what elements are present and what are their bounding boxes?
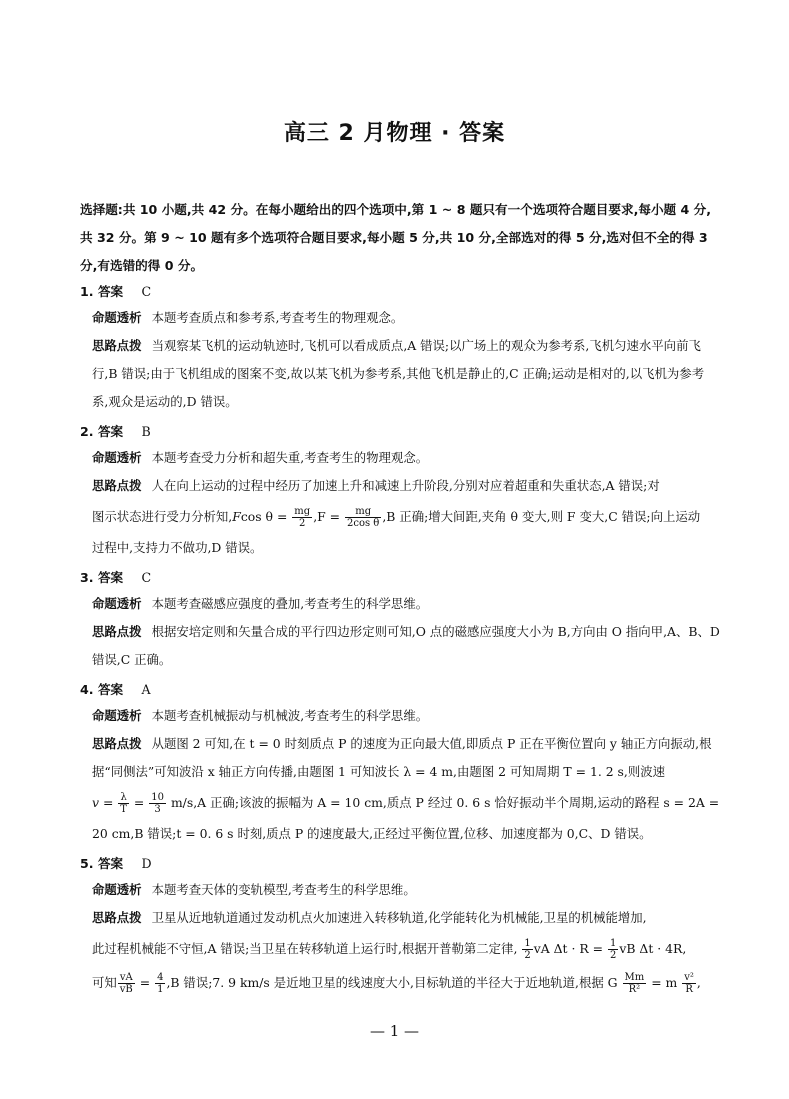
question-2-hint xyxy=(80,472,720,500)
hint-text: 根据安培定则和矢量合成的平行四边形定则可知,O 点的磁感应强度大小为 B,方向由 O 指向甲,A、B、D 错误,C 正确。 xyxy=(92,624,720,667)
answer-label: 答案 xyxy=(97,856,124,871)
answer-label: 答案 xyxy=(97,570,124,585)
fraction xyxy=(292,506,312,529)
math-text: ,F = xyxy=(313,509,341,524)
question-4-analysis xyxy=(80,702,720,730)
math-var: v = xyxy=(92,795,114,810)
hint-text: 过程中,支持力不做功,D 错误。 xyxy=(92,540,263,555)
answers-content xyxy=(80,276,720,1000)
question-4-hint-end xyxy=(80,820,720,848)
question-5-analysis xyxy=(80,876,720,904)
hint-text: 当观察某飞机的运动轨迹时,飞机可以看成质点,A 错误;以广场上的观众为参考系,飞机匀速水平向前飞行,B 错误;由于飞机组成的图案不变,故以某飞机为参考系,其他飞机是静止的,C 正确;运动是相对的,以飞机为参考系,观众是运动的,D 错误。 xyxy=(92,338,705,409)
analysis-text: 本题考查机械振动与机械波,考查考生的科学思维。 xyxy=(151,708,429,723)
answer-value: D xyxy=(141,856,152,871)
question-2-hint-equation xyxy=(80,500,720,534)
hint-text: 20 cm,B 错误;t = 0. 6 s 时刻,质点 P 的速度最大,正经过平衡位置,位移、加速度都为 0,C、D 错误。 xyxy=(92,826,652,841)
answer-label: 答案 xyxy=(97,424,124,439)
page-title: 高三 2 月物理 · 答案 xyxy=(283,121,506,146)
fraction xyxy=(608,938,618,961)
analysis-text: 本题考查质点和参考系,考查考生的物理观念。 xyxy=(151,310,404,325)
denominator: 1 xyxy=(157,984,164,995)
math-text: vB Δt · 4R, xyxy=(619,941,687,956)
math-text: cos θ = xyxy=(240,509,288,524)
question-number: 5. xyxy=(80,856,94,871)
hint-text: 人在向上运动的过程中经历了加速上升和减速上升阶段,分别对应着超重和失重状态,A 错误;对 xyxy=(151,478,660,493)
hint-text: m/s,A 正确;该波的振幅为 A = 10 cm,质点 P 经过 0. 6 s 恰好振动半个周期,运动的路程 s = 2A = xyxy=(170,795,720,810)
question-3-header xyxy=(80,566,720,590)
math-text: = xyxy=(133,795,145,810)
fraction xyxy=(623,972,647,995)
analysis-label: 命题透析 xyxy=(92,450,142,465)
hint-text: 图示状态进行受力分析知, xyxy=(92,509,233,524)
numerator: mg xyxy=(345,506,381,518)
fraction xyxy=(345,506,381,529)
question-1-analysis xyxy=(80,304,720,332)
numerator: mg xyxy=(294,506,311,517)
section-intro: 选择题:共 10 小题,共 42 分。在每小题给出的四个选项中,第 1 ~ 8 题只有一个选项符合题目要求,每小题 4 分,共 32 分。第 9 ~ 10 题有多个选项符合题目要求,每小题 5 分,共 10 分,全部选对的得 5 分,选对但不全的得 3 分,有选错的得 0 分。 xyxy=(80,202,712,273)
math-text: vA Δt · R = xyxy=(533,941,603,956)
fraction xyxy=(149,792,166,815)
hint-text: ,B 错误;7. 9 km/s 是近地卫星的线速度大小,目标轨道的半径大于近地轨道,根据 G xyxy=(166,975,618,990)
numerator: v² xyxy=(684,972,694,983)
question-5-hint-kepler xyxy=(80,932,720,966)
answer-label: 答案 xyxy=(97,682,124,697)
math-var: F xyxy=(232,509,241,524)
page-number: — 1 — xyxy=(369,1022,420,1040)
numerator: 1 xyxy=(524,938,531,949)
hint-label: 思路点拨 xyxy=(92,338,142,353)
denominator: 2 xyxy=(524,950,531,961)
question-3-analysis xyxy=(80,590,720,618)
denominator: 2 xyxy=(299,518,306,529)
analysis-label: 命题透析 xyxy=(92,596,142,611)
math-text: = xyxy=(139,975,151,990)
hint-label: 思路点拨 xyxy=(92,478,142,493)
hint-text: 从题图 2 可知,在 t = 0 时刻质点 P 的速度为正向最大值,即质点 P 正在平衡位置向 y 轴正方向振动,根据“同侧法”可知波沿 x 轴正方向传播,由题图 1 可知波长 λ = 4 m,由题图 2 可知周期 T = 1. 2 s,则波速 xyxy=(92,736,712,779)
math-text: , xyxy=(696,975,701,990)
question-1-header xyxy=(80,280,720,304)
fraction xyxy=(522,938,532,961)
question-number: 4. xyxy=(80,682,94,697)
analysis-label: 命题透析 xyxy=(92,882,142,897)
question-4-hint xyxy=(80,730,720,786)
question-2-hint-end xyxy=(80,534,720,562)
hint-label: 思路点拨 xyxy=(92,624,142,639)
hint-text: 卫星从近地轨道通过发动机点火加速进入转移轨道,化学能转化为机械能,卫星的机械能增加, xyxy=(151,910,647,925)
math-text: = m xyxy=(651,975,678,990)
question-1-hint xyxy=(80,332,720,416)
hint-text: ,B 正确;增大间距,夹角 θ 变大,则 F 变大,C 错误;向上运动 xyxy=(382,509,701,524)
numerator: Mm xyxy=(624,972,645,983)
analysis-label: 命题透析 xyxy=(92,708,142,723)
fraction xyxy=(155,972,165,995)
numerator: 1 xyxy=(609,938,617,949)
analysis-text: 本题考查磁感应强度的叠加,考查考生的科学思维。 xyxy=(151,596,429,611)
question-4-header xyxy=(80,678,720,702)
answer-value: B xyxy=(141,424,151,439)
question-2-analysis xyxy=(80,444,720,472)
denominator: R xyxy=(685,984,693,995)
numerator: vA xyxy=(118,972,135,984)
answer-value: C xyxy=(141,284,152,299)
question-number: 2. xyxy=(80,424,94,439)
denominator: T xyxy=(120,804,127,815)
hint-label: 思路点拨 xyxy=(92,736,142,751)
hint-text: 可知 xyxy=(92,975,117,990)
answer-label: 答案 xyxy=(97,284,124,299)
question-5-hint-gravity xyxy=(80,966,720,1000)
fraction xyxy=(118,972,135,995)
denominator: vB xyxy=(119,984,133,995)
hint-label: 思路点拨 xyxy=(92,910,142,925)
analysis-label: 命题透析 xyxy=(92,310,142,325)
question-3-hint xyxy=(80,618,720,674)
question-5-hint xyxy=(80,904,720,932)
question-2-header xyxy=(80,420,720,444)
numerator: λ xyxy=(118,792,129,804)
answer-value: C xyxy=(141,570,152,585)
fraction xyxy=(118,792,129,815)
analysis-text: 本题考查天体的变轨模型,考查考生的科学思维。 xyxy=(151,882,416,897)
denominator: 2 xyxy=(609,950,617,961)
question-number: 3. xyxy=(80,570,94,585)
numerator: 4 xyxy=(157,972,164,983)
denominator: R² xyxy=(628,984,641,995)
fraction xyxy=(682,972,696,995)
denominator: 2cos θ xyxy=(347,518,380,529)
answer-value: A xyxy=(141,682,151,697)
analysis-text: 本题考查受力分析和超失重,考查考生的物理观念。 xyxy=(151,450,429,465)
denominator: 3 xyxy=(154,804,161,815)
numerator: 10 xyxy=(151,792,164,803)
hint-text: 此过程机械能不守恒,A 错误;当卫星在转移轨道上运行时,根据开普勒第二定律, xyxy=(92,941,518,956)
question-number: 1. xyxy=(80,284,94,299)
question-4-hint-equation xyxy=(80,786,720,820)
question-5-header xyxy=(80,852,720,876)
